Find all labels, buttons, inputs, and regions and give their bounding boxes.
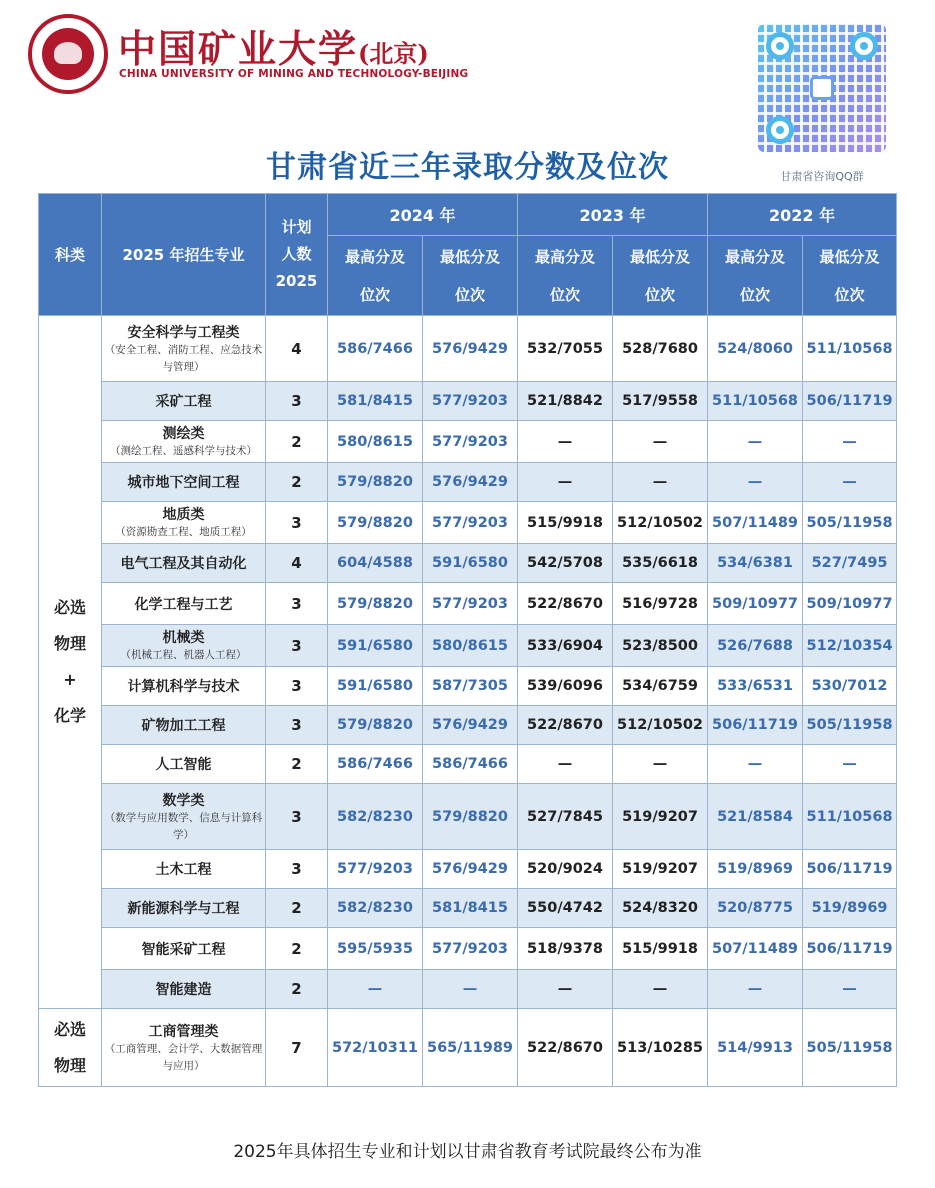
- max-score-rank: 521/8842: [518, 382, 613, 421]
- major-subtitle: （机械工程、机器人工程）: [120, 649, 247, 661]
- min-score-rank: 577/9203: [423, 583, 518, 625]
- header-year-2023: 2023 年: [518, 194, 708, 236]
- max-score-rank: 514/9913: [708, 1009, 803, 1087]
- min-score-rank: —: [803, 745, 897, 784]
- table-row: [39, 625, 897, 667]
- footnote: 2025年具体招生专业和计划以甘肃省教育考试院最终公布为准: [233, 1142, 702, 1162]
- max-score-rank: 582/8230: [328, 889, 423, 928]
- major-name: 安全科学与工程类: [127, 324, 240, 341]
- header-max-score-rank: 最高分及 位次: [708, 236, 803, 316]
- header-max-score-rank: 最高分及 位次: [328, 236, 423, 316]
- max-score-rank: 591/6580: [328, 667, 423, 706]
- major-subtitle: （安全工程、消防工程、应急技术与管理）: [104, 343, 263, 373]
- max-score-rank: 577/9203: [328, 850, 423, 889]
- table-row: [39, 421, 897, 463]
- min-score-rank: 505/11958: [803, 502, 897, 544]
- major-name: 智能采矿工程: [141, 941, 226, 958]
- max-score-rank: 579/8820: [328, 583, 423, 625]
- min-score-rank: 534/6759: [613, 667, 708, 706]
- min-score-rank: 523/8500: [613, 625, 708, 667]
- major-name: 测绘类: [162, 426, 205, 442]
- max-score-rank: 591/6580: [328, 625, 423, 667]
- max-score-rank: 511/10568: [708, 382, 803, 421]
- max-score-rank: 579/8820: [328, 706, 423, 745]
- table-row: [39, 1009, 897, 1087]
- table-row: [39, 970, 897, 1009]
- max-score-rank: 604/4588: [328, 544, 423, 583]
- major-name: 新能源科学与工程: [127, 901, 240, 917]
- plan-count: 2: [266, 928, 328, 970]
- min-score-rank: 527/7495: [803, 544, 897, 583]
- min-score-rank: 587/7305: [423, 667, 518, 706]
- min-score-rank: 577/9203: [423, 928, 518, 970]
- max-score-rank: 524/8060: [708, 316, 803, 382]
- table-row: [39, 583, 897, 625]
- major-cell: [102, 463, 266, 502]
- header-plan: 计划 人数 2025: [266, 194, 328, 316]
- plan-count: 3: [266, 502, 328, 544]
- max-score-rank: —: [708, 463, 803, 502]
- max-score-rank: —: [328, 970, 423, 1009]
- major-name: 机械类: [162, 630, 205, 646]
- max-score-rank: 518/9378: [518, 928, 613, 970]
- major-name: 人工智能: [155, 757, 212, 773]
- max-score-rank: —: [518, 421, 613, 463]
- major-cell: [102, 421, 266, 463]
- min-score-rank: 576/9429: [423, 706, 518, 745]
- max-score-rank: 550/4742: [518, 889, 613, 928]
- major-cell: [102, 382, 266, 421]
- max-score-rank: 532/7055: [518, 316, 613, 382]
- table-row: [39, 667, 897, 706]
- min-score-rank: 577/9203: [423, 502, 518, 544]
- header-min-score-rank: 最低分及 位次: [803, 236, 897, 316]
- max-score-rank: 507/11489: [708, 502, 803, 544]
- min-score-rank: 535/6618: [613, 544, 708, 583]
- min-score-rank: —: [803, 421, 897, 463]
- min-score-rank: 580/8615: [423, 625, 518, 667]
- max-score-rank: —: [708, 970, 803, 1009]
- min-score-rank: 506/11719: [803, 850, 897, 889]
- max-score-rank: 581/8415: [328, 382, 423, 421]
- max-score-rank: 580/8615: [328, 421, 423, 463]
- major-subtitle: （测绘工程、遥感科学与技术）: [110, 445, 257, 457]
- major-cell: [102, 745, 266, 784]
- min-score-rank: 576/9429: [423, 463, 518, 502]
- major-name: 化学工程与工艺: [134, 596, 233, 613]
- min-score-rank: 512/10354: [803, 625, 897, 667]
- min-score-rank: 524/8320: [613, 889, 708, 928]
- max-score-rank: 522/8670: [518, 706, 613, 745]
- category-cell: 必选 物理 + 化学: [39, 316, 102, 1009]
- major-cell: [102, 889, 266, 928]
- min-score-rank: 512/10502: [613, 706, 708, 745]
- max-score-rank: 527/7845: [518, 784, 613, 850]
- header-min-score-rank: 最低分及 位次: [423, 236, 518, 316]
- min-score-rank: 509/10977: [803, 583, 897, 625]
- max-score-rank: 586/7466: [328, 316, 423, 382]
- min-score-rank: 513/10285: [613, 1009, 708, 1087]
- major-name: 土木工程: [155, 862, 212, 878]
- header-major: 2025 年招生专业: [102, 194, 266, 316]
- table-row: [39, 316, 897, 382]
- max-score-rank: 582/8230: [328, 784, 423, 850]
- major-cell: [102, 316, 266, 382]
- major-name: 矿物加工工程: [141, 718, 226, 734]
- max-score-rank: 520/8775: [708, 889, 803, 928]
- max-score-rank: 533/6531: [708, 667, 803, 706]
- max-score-rank: 595/5935: [328, 928, 423, 970]
- major-name: 智能建造: [155, 982, 212, 998]
- min-score-rank: —: [613, 421, 708, 463]
- min-score-rank: 511/10568: [803, 316, 897, 382]
- major-cell: [102, 502, 266, 544]
- min-score-rank: 577/9203: [423, 382, 518, 421]
- major-name: 计算机科学与技术: [127, 679, 240, 695]
- max-score-rank: 522/8670: [518, 583, 613, 625]
- table-row: [39, 850, 897, 889]
- max-score-rank: 572/10311: [328, 1009, 423, 1087]
- university-name-cn: 中国矿业大学(北京): [118, 26, 429, 71]
- min-score-rank: 519/8969: [803, 889, 897, 928]
- qr-caption: 甘肃省咨询QQ群: [780, 170, 864, 183]
- min-score-rank: 505/11958: [803, 706, 897, 745]
- max-score-rank: —: [518, 970, 613, 1009]
- header-year-2024: 2024 年: [328, 194, 518, 236]
- table-row: [39, 382, 897, 421]
- major-cell: [102, 583, 266, 625]
- min-score-rank: 519/9207: [613, 784, 708, 850]
- min-score-rank: —: [613, 463, 708, 502]
- major-subtitle: （工商管理、会计学、大数据管理与应用）: [104, 1042, 263, 1072]
- max-score-rank: —: [708, 421, 803, 463]
- plan-count: 3: [266, 784, 328, 850]
- max-score-rank: 579/8820: [328, 463, 423, 502]
- major-name: 数学类: [162, 792, 205, 809]
- min-score-rank: 515/9918: [613, 928, 708, 970]
- max-score-rank: 507/11489: [708, 928, 803, 970]
- header-category: 科类: [39, 194, 102, 316]
- plan-count: 3: [266, 706, 328, 745]
- major-name: 电气工程及其自动化: [120, 556, 247, 572]
- major-cell: [102, 784, 266, 850]
- table-row: [39, 928, 897, 970]
- plan-count: 2: [266, 463, 328, 502]
- plan-count: 2: [266, 421, 328, 463]
- major-name: 城市地下空间工程: [127, 475, 240, 491]
- min-score-rank: 576/9429: [423, 850, 518, 889]
- major-subtitle: （数学与应用数学、信息与计算科学）: [104, 811, 263, 841]
- header-min-score-rank: 最低分及 位次: [613, 236, 708, 316]
- major-cell: [102, 970, 266, 1009]
- major-subtitle: （资源勘查工程、地质工程）: [115, 526, 252, 538]
- plan-count: 3: [266, 583, 328, 625]
- major-name: 采矿工程: [155, 394, 212, 410]
- min-score-rank: 591/6580: [423, 544, 518, 583]
- plan-count: 2: [266, 889, 328, 928]
- min-score-rank: 511/10568: [803, 784, 897, 850]
- max-score-rank: 520/9024: [518, 850, 613, 889]
- min-score-rank: 506/11719: [803, 382, 897, 421]
- min-score-rank: 528/7680: [613, 316, 708, 382]
- max-score-rank: 539/6096: [518, 667, 613, 706]
- table-row: [39, 745, 897, 784]
- min-score-rank: 516/9728: [613, 583, 708, 625]
- table-row: [39, 544, 897, 583]
- max-score-rank: 515/9918: [518, 502, 613, 544]
- min-score-rank: 519/9207: [613, 850, 708, 889]
- min-score-rank: —: [423, 970, 518, 1009]
- min-score-rank: —: [613, 745, 708, 784]
- plan-count: 2: [266, 970, 328, 1009]
- min-score-rank: 577/9203: [423, 421, 518, 463]
- major-cell: [102, 706, 266, 745]
- max-score-rank: 526/7688: [708, 625, 803, 667]
- table-row: [39, 502, 897, 544]
- max-score-rank: 509/10977: [708, 583, 803, 625]
- max-score-rank: 522/8670: [518, 1009, 613, 1087]
- min-score-rank: 517/9558: [613, 382, 708, 421]
- plan-count: 3: [266, 625, 328, 667]
- page-title: 甘肃省近三年录取分数及位次: [266, 150, 669, 185]
- header-max-score-rank: 最高分及 位次: [518, 236, 613, 316]
- max-score-rank: —: [708, 745, 803, 784]
- major-name: 工商管理类: [148, 1023, 219, 1040]
- max-score-rank: 586/7466: [328, 745, 423, 784]
- max-score-rank: 521/8584: [708, 784, 803, 850]
- min-score-rank: 565/11989: [423, 1009, 518, 1087]
- max-score-rank: —: [518, 745, 613, 784]
- header-year-2022: 2022 年: [708, 194, 897, 236]
- max-score-rank: 533/6904: [518, 625, 613, 667]
- max-score-rank: 506/11719: [708, 706, 803, 745]
- min-score-rank: 581/8415: [423, 889, 518, 928]
- max-score-rank: 534/6381: [708, 544, 803, 583]
- table-row: [39, 889, 897, 928]
- major-cell: [102, 667, 266, 706]
- table-row: [39, 706, 897, 745]
- plan-count: 3: [266, 850, 328, 889]
- qr-code[interactable]: [758, 24, 886, 152]
- table-row: [39, 784, 897, 850]
- min-score-rank: 579/8820: [423, 784, 518, 850]
- min-score-rank: —: [613, 970, 708, 1009]
- max-score-rank: 579/8820: [328, 502, 423, 544]
- max-score-rank: 519/8969: [708, 850, 803, 889]
- min-score-rank: 586/7466: [423, 745, 518, 784]
- major-cell: [102, 928, 266, 970]
- plan-count: 4: [266, 316, 328, 382]
- admission-table: [38, 193, 897, 1087]
- plan-count: 3: [266, 382, 328, 421]
- min-score-rank: 506/11719: [803, 928, 897, 970]
- plan-count: 3: [266, 667, 328, 706]
- max-score-rank: 542/5708: [518, 544, 613, 583]
- major-cell: [102, 544, 266, 583]
- category-cell: 必选 物理: [39, 1009, 102, 1087]
- major-name: 地质类: [162, 507, 205, 523]
- plan-count: 2: [266, 745, 328, 784]
- min-score-rank: 530/7012: [803, 667, 897, 706]
- major-cell: [102, 625, 266, 667]
- major-cell: [102, 1009, 266, 1087]
- university-name-en: CHINA UNIVERSITY OF MINING AND TECHNOLOGY-BEIJING: [119, 68, 469, 80]
- min-score-rank: —: [803, 463, 897, 502]
- min-score-rank: 505/11958: [803, 1009, 897, 1087]
- major-cell: [102, 850, 266, 889]
- plan-count: 4: [266, 544, 328, 583]
- university-seal-logo: [28, 14, 108, 94]
- plan-count: 7: [266, 1009, 328, 1087]
- table-row: [39, 463, 897, 502]
- min-score-rank: 512/10502: [613, 502, 708, 544]
- min-score-rank: 576/9429: [423, 316, 518, 382]
- max-score-rank: —: [518, 463, 613, 502]
- min-score-rank: —: [803, 970, 897, 1009]
